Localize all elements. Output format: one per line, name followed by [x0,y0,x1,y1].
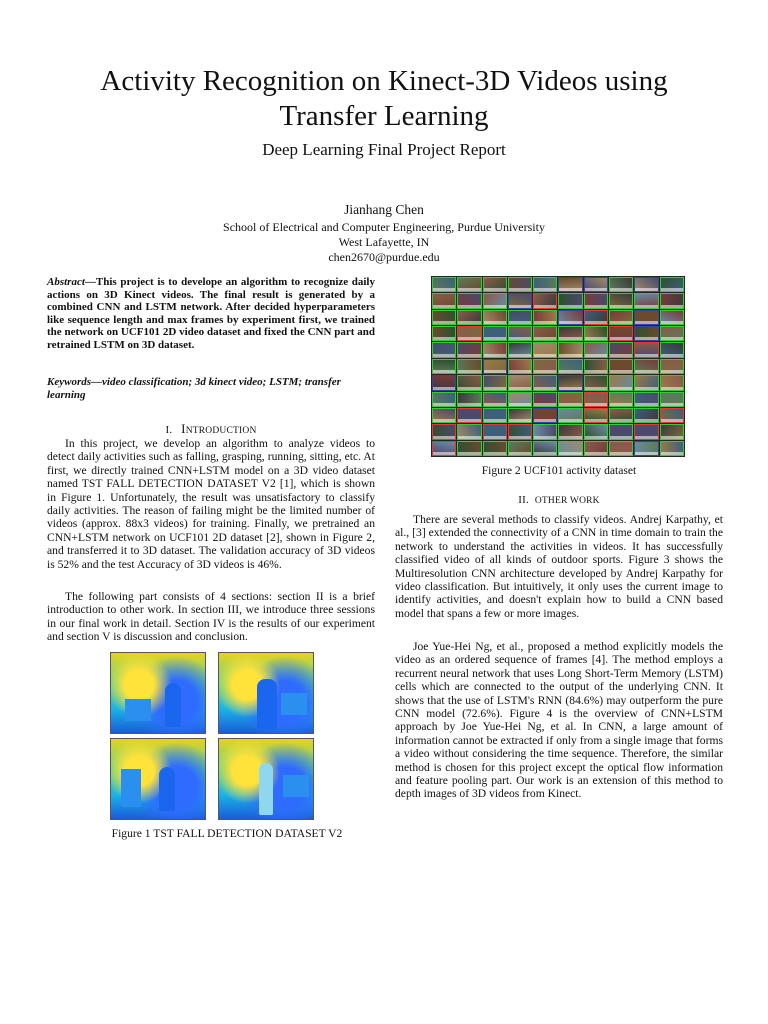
dataset-thumbnail [558,375,582,390]
dataset-thumbnail [432,408,456,423]
dataset-thumbnail [533,375,557,390]
dataset-thumbnail [660,424,684,439]
other-work-paragraph-1: There are several methods to classify videos. Andrej Karpathy, et al., [3] extended the connectivity of a CNN in time domain to train the network to understand the activities in videos. It has successfully classified video of all kinds of outdoor sports. Figure 3 shows the Multiresolution CNN architecture developed by Andrej Karpathy for video classification. But intuitively, it only uses the current image to identify activities, and doesn't explain how to build a CNN based model that spans a few or more images. [395,513,723,620]
dataset-thumbnail [634,359,658,374]
dataset-thumbnail [558,342,582,357]
dataset-thumbnail [584,375,608,390]
dataset-thumbnail [660,326,684,341]
dataset-thumbnail [558,441,582,456]
dataset-thumbnail [660,441,684,456]
dataset-thumbnail [634,342,658,357]
section-heading-other-work [395,494,723,506]
dataset-thumbnail [533,293,557,308]
dataset-thumbnail [584,392,608,407]
dataset-thumbnail [508,392,532,407]
dataset-thumbnail [432,326,456,341]
dataset-thumbnail [432,359,456,374]
dataset-thumbnail [609,310,633,325]
dataset-thumbnail [432,342,456,357]
dataset-thumbnail [584,342,608,357]
dataset-thumbnail [634,408,658,423]
dataset-thumbnail [609,277,633,292]
intro-paragraph-1: In this project, we develop an algorithm to analyze videos to detect daily activities such as falling, grasping, running, sitting, etc. At first, we directly trained CNN+LSTM model on a 3D video dataset named TST FALL DETECTION DATASET V2 [1], which is shown in Figure 1. Unfortunately, the result was unsatisfactory to classify daily activities. The reason of failing might be the limited number of videos (approx. 88x3 videos) for training. Finally, we pretrained an CNN+LSTM network on UCF101 2D dataset [2], shown in Figure 2, and transferred it to 3D dataset. The validation accuracy of 3D videos is 52% and the test Accuracy of 3D videos is 46%. [47,437,375,571]
dataset-thumbnail [483,342,507,357]
dataset-thumbnail [508,424,532,439]
dataset-thumbnail [457,277,481,292]
paper-title [40,64,728,134]
dataset-thumbnail [609,359,633,374]
dataset-thumbnail [609,293,633,308]
depth-image [110,738,206,820]
dataset-thumbnail [533,310,557,325]
dataset-thumbnail [533,326,557,341]
dataset-thumbnail [457,310,481,325]
depth-image [218,738,314,820]
dataset-thumbnail [483,277,507,292]
dataset-thumbnail [508,277,532,292]
dataset-thumbnail [432,392,456,407]
dataset-thumbnail [457,424,481,439]
dataset-thumbnail [533,441,557,456]
title-line-2: Transfer Learning [279,100,489,132]
dataset-thumbnail [483,310,507,325]
dataset-thumbnail [432,424,456,439]
depth-image [218,652,314,734]
dataset-thumbnail [609,392,633,407]
dataset-thumbnail [584,293,608,308]
affiliation-line: West Lafayette, IN [338,235,430,249]
abstract-text: —This project is to develope an algorithm to recognize daily actions on 3D Kinect videos. The final result is generated by a combined CNN and LSTM network. After decided hyperparameters like sequence length and max frames by experiment first, we trained the network on UCF101 2D video dataset and fixed the CNN part and retrained LSTM on 3D dataset. [47,276,375,351]
dataset-thumbnail [584,277,608,292]
dataset-thumbnail [584,359,608,374]
dataset-thumbnail [483,441,507,456]
keywords-text: —video classification; 3d kinect video; LSTM; transfer learning [47,376,341,401]
other-work-paragraph-2: Joe Yue-Hei Ng, et al., proposed a method explicitly models the video as an ordered sequence of frames [4]. The method employs a recurrent neural network that uses Long Short-Term Memory (LSTM) cells which are connected to the output of the underlying CNN. It shows that the use of LSTM's RNN (84.6%) may outperform the pure CNN model (72.6%). Figure 4 is the overview of CNN+LSTM approach by Joe Yue-Hei Ng, et al. In CNN, a large amount of information cannot be extracted if only from a single image that forms a video without considering the time sequence. Therefore, the similar method is chosen for this project except the optical flow information and feature pooling part. Our work is an extension of this method to depth images of 3D videos from Kinect. [395,640,723,801]
dataset-thumbnail [508,342,532,357]
dataset-thumbnail [634,293,658,308]
dataset-thumbnail [609,408,633,423]
title-line-1: Activity Recognition on Kinect-3D Videos using [100,65,668,97]
dataset-thumbnail [634,310,658,325]
dataset-thumbnail [533,342,557,357]
dataset-thumbnail [508,310,532,325]
dataset-thumbnail [584,326,608,341]
dataset-thumbnail [660,359,684,374]
dataset-thumbnail [508,408,532,423]
dataset-thumbnail [584,408,608,423]
dataset-thumbnail [533,408,557,423]
dataset-thumbnail [483,375,507,390]
dataset-thumbnail [457,408,481,423]
dataset-thumbnail [558,310,582,325]
paper-subtitle: Deep Learning Final Project Report [262,140,506,159]
dataset-thumbnail [457,342,481,357]
dataset-thumbnail [432,375,456,390]
figure-1-depth-images [110,652,316,824]
dataset-thumbnail [483,359,507,374]
dataset-thumbnail [634,277,658,292]
dataset-thumbnail [634,424,658,439]
dataset-thumbnail [457,392,481,407]
dataset-thumbnail [660,375,684,390]
dataset-thumbnail [457,359,481,374]
dataset-thumbnail [533,277,557,292]
dataset-thumbnail [660,392,684,407]
dataset-thumbnail [584,441,608,456]
dataset-thumbnail [508,359,532,374]
dataset-thumbnail [660,342,684,357]
dataset-thumbnail [634,326,658,341]
dataset-thumbnail [558,408,582,423]
author-email: chen2670@purdue.edu [328,250,440,264]
dataset-thumbnail [558,277,582,292]
depth-image [110,652,206,734]
dataset-thumbnail [457,375,481,390]
dataset-thumbnail [432,277,456,292]
affiliation-block [40,220,728,265]
figure-2-ucf101-grid [431,276,685,457]
dataset-thumbnail [483,408,507,423]
dataset-thumbnail [558,424,582,439]
dataset-thumbnail [508,293,532,308]
dataset-thumbnail [634,441,658,456]
section-number: I. [165,424,173,436]
dataset-thumbnail [634,392,658,407]
dataset-thumbnail [660,293,684,308]
dataset-thumbnail [634,375,658,390]
dataset-thumbnail [533,392,557,407]
dataset-thumbnail [533,359,557,374]
dataset-thumbnail [558,326,582,341]
dataset-thumbnail [483,424,507,439]
dataset-thumbnail [483,392,507,407]
author-name: Jianhang Chen [344,202,424,217]
dataset-thumbnail [457,293,481,308]
figure-1-caption: Figure 1 TST FALL DETECTION DATASET V2 [111,827,343,840]
dataset-thumbnail [558,359,582,374]
dataset-thumbnail [508,375,532,390]
intro-paragraph-2: The following part consists of 4 sections: section II is a brief introduction to other work. In section III, we introduce three sessions in our final work in detail. Section IV is the results of our experiment and section V is discussion and conclusion. [47,590,375,644]
abstract-label: Abstract [47,276,85,288]
dataset-thumbnail [533,424,557,439]
dataset-thumbnail [609,441,633,456]
dataset-thumbnail [558,293,582,308]
dataset-thumbnail [584,310,608,325]
abstract [47,276,375,351]
dataset-thumbnail [609,342,633,357]
dataset-thumbnail [660,277,684,292]
dataset-thumbnail [457,326,481,341]
dataset-thumbnail [483,293,507,308]
dataset-thumbnail [660,310,684,325]
figure-2-caption: Figure 2 UCF101 activity dataset [481,464,637,477]
dataset-thumbnail [609,375,633,390]
keywords [47,376,375,401]
dataset-thumbnail [660,408,684,423]
dataset-thumbnail [508,326,532,341]
dataset-thumbnail [609,326,633,341]
dataset-thumbnail [558,392,582,407]
dataset-thumbnail [432,310,456,325]
heading-rest: OTHER WORK [534,496,600,506]
dataset-thumbnail [432,441,456,456]
dataset-thumbnail [483,326,507,341]
section-number: II. [518,494,529,506]
dataset-thumbnail [508,441,532,456]
dataset-thumbnail [432,293,456,308]
heading-rest: NTRODUCTION [185,426,257,436]
dataset-thumbnail [584,424,608,439]
dataset-thumbnail [457,441,481,456]
dataset-thumbnail [609,424,633,439]
affiliation-line: School of Electrical and Computer Engineering, Purdue University [223,220,545,234]
section-heading-introduction [47,421,375,437]
heading-initial: I [181,421,186,436]
keywords-label: Keywords [47,376,91,388]
